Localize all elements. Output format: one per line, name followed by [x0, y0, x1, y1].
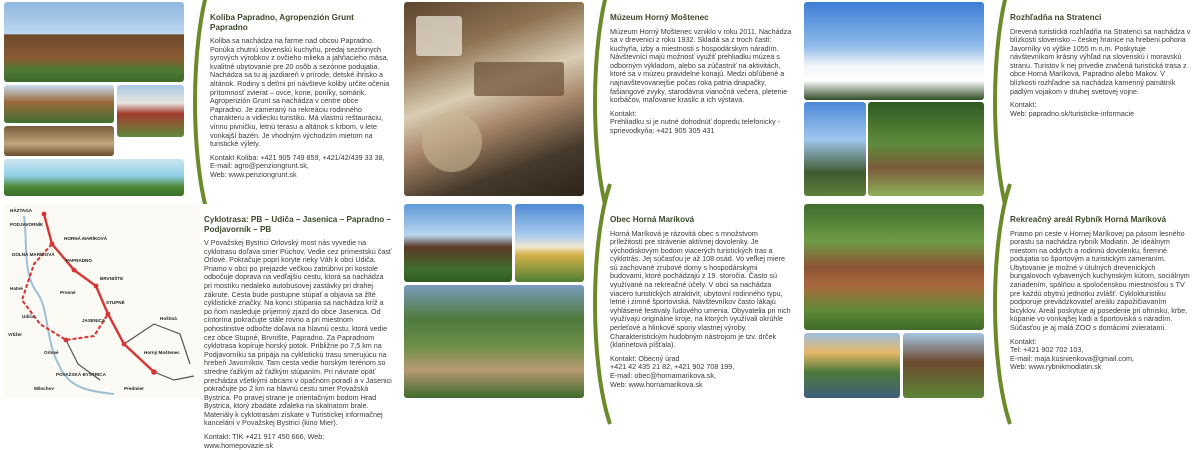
panel-text [610, 10, 792, 194]
photo-collage-obec [404, 204, 604, 398]
photo-collage-rybnik [804, 204, 1004, 398]
panel-title: Múzeum Horný Moštenec [610, 13, 709, 22]
panel-text [210, 10, 392, 194]
map-label: BRVNIŠTE [100, 276, 124, 281]
map-label: Hatné [10, 286, 23, 291]
panel-contact: Kontakt: Prehliadku si je nutné dohodnúť dopredu telefonicky - sprievodkyňa: +421 905 305 431 [610, 108, 781, 136]
panel-text [204, 212, 392, 450]
panel-body: V Považskej Bystrici Orlovský most nás vyvedie na cyklotrasu doľava smer Púchov. Vedie cez prímestskú časť Orlové. Pokračuje popri koryte rieky Váh k obci Udiča. Priamo v obci po prejazde večkou zatrúbnvi pri kostole odbočuje doprava na vedľajšiu cestu, ktorá sa nachádza pri mostíku nedaleko autobusovej zastávky pri drahej zákrute. Cesta bude postupne stúpať a objavia sa žlté cyklistické značky. Na konci stúpania sa nachádza kríž a po ňom nasleduje príjemný zjazd do obce Jasenica. Od cintorína pokračujte stále rovno a pri miestnom pohostinstve odbočte doľava na hlavnú cestu, ktorá vedie cez obce Stupné, Brvnište, Papradno. Za Papradnom cyklotrasa kopíruje horský potok. Približne po 7,5 km na Podjavorníku sa pripája na cyklistickú trasu smerujúcu na hrebeň Javorníkov. Tam cesta vedie horským terénom so strednе ťažkým až ťažkým stúpaním. Pri návrate opäť prechádza všetkými obcami v opačnom poradí a v Jasenici pokračujte po 2 km na hlavnú cestu smer Považská Bystrica. Po pravej strane je orientačným bodom Hrad Bystrica, ktorý zbadáte zďaleka na skalnatom brale. Materiály k cyklotrasám získate v Turistickej informačnej kancelárii v Považskej Bystrici (kino Mier). [204, 238, 392, 428]
panel-title: Obec Horná Maríková [610, 215, 695, 224]
panel-contact: Kontakt: Tel: +421 902 702 103, E-mail: maja.kusnierikova@gmail.com, Web: www.rybnikmodiatin.sk [1010, 336, 1134, 372]
panel-title: Rekreačný areál Rybník Horná Maríková [1010, 215, 1167, 224]
map-label: Prosné [60, 290, 76, 295]
panel-contact: Kontakt Koliba: +421 905 749 859, +421/42/439 33 38, E-mail: agro@penziongrunt.sk, Web: www.penziongrunt.sk [210, 152, 385, 179]
map-label: PODJAVORNÍK [10, 222, 44, 227]
panel-contact: Kontakt: Web: papradno.sk/turisticke-informacie [1010, 100, 1135, 118]
photo-collage-koliba [4, 2, 204, 196]
map-label: Hoštiná [160, 316, 177, 321]
panel-body: Múzeum Horný Moštenec vzniklo v roku 2011. Nachádza sa v drevenici z roku 1932. Skladá sa z troch častí: kuchyňa, izby a miestnosti s hospodárskym náradím. Návštevníci majú možnosť využiť prehliadku múzea s odborným výkladom, alebo sa zúčastniť na aktivitách, ktoré sa v múzeu pravidelne konajú. Medzi obľúbené a najnavštevovanejšie počas roka patria driapačky, fašiangové zvyky, starodávna vianočná večera, pletenie korbáčov, maľovanie kraslíc a ich výstava. [610, 26, 792, 105]
panel-body: Horná Maríková je rázovitá obec s množstvom príležitostí pre strávenie aktívnej dovolenky. Je východiskovým bodom viacerých turistických tras a cyklotrás. Jej súčasťou je až 108 osád. Vo veľkej miere sú zachované zrubové domy s hospodárskymi budovami, ktoré pochádzajú z 19. storočia. Často sú využívané na rekreačné účely. V obci sa nachádza viacero turistických atraktivít, ubytovní rodinného typu, letné i zimné športoviská. Návštevníkov často lákajú vyhlásené festivaly ľudového umenia. Obyvatelia pri nich využívajú originálne kroje, na ktorých využívali okrúhle perleťové a hlinkové spony vlastnej výroby. Charakteristickým hudobným nástrojom je tzv. drček (klarinetová píšťala). [610, 228, 791, 350]
map-label: Predmier [124, 386, 144, 391]
panel-title: Cyklotrasa: PB – Udiča – Jasenica – Papradno – Podjavorník – PB [204, 215, 392, 234]
map-label: HORNÁ MARÍKOVÁ [64, 236, 108, 241]
map-label: Vrtižer [8, 332, 23, 337]
map-label: Milochov [34, 386, 54, 391]
map-label: DOLNÁ MARÍKOVÁ [12, 252, 55, 257]
map-label: Orlové [44, 350, 59, 355]
map-label: POVAŽSKÁ BYSTRICA [56, 372, 106, 377]
panel-body: Drevená turistická rozhľadňa na Stratenci sa nachádza v blízkosti slovensko – českej hranice na hrebeni pohoria Javorníky vo výške 1055 m n.m. Poskytuje návštevníkom krásny výhľad na slovenskú i moravskú stranu. Turistov k nej privedie značená turistická trasa z obce Horná Maríková, Papradno alebo Makov. V blízkosti rozhľadne sa nachádza kamenný pamätník padlým vojakom v druhej svetovej vojne. [1010, 26, 1191, 96]
panel-obec [404, 204, 796, 398]
panel-body: Priamo pri ceste v Hornej Maríkovej pa pásom lesného porastu sa nachádza rybník Modiatin. Je ideálnym miestom na oddych a rodinnú dovolenku, firemné podujatia so športovým a turistickým zameraním. Ubytovanie je možné v útulných drevenických bungalovoch vybavených kuchynským kútom, sociálnym zariadením, spálňou a spoločenskou miestnosťou s TV pre každú obytnú jednotku zvlášť. Cyklokturistiku podporuje prevádzkovateľ areálu zapožičiavaním bicyklov. Areál poskytuje aj posedenie pri ohnisku, krbe, kúpanie vo vonkajšej kadi a športoviská s náradím. Súčasťou je aj malá ZOO s domácimi zvieratami. [1010, 228, 1190, 333]
panel-rybnik [804, 204, 1196, 398]
map-label: Udiča [22, 314, 35, 319]
map-label: HÁZTAGA [10, 208, 33, 213]
panel-title: Rozhľadňa na Stratenci [1010, 13, 1102, 22]
map-label: JASENICA [82, 318, 106, 323]
panel-muzeum [404, 2, 796, 196]
photo-collage-muzeum [404, 2, 604, 196]
panel-title: Koliba Papradno, Agropenzión Grunt Papradno [210, 13, 354, 32]
panel-text [610, 212, 792, 396]
panel-text [1010, 10, 1192, 194]
photo-collage-rozhladna [804, 2, 1004, 196]
panel-cyklotrasa [4, 204, 396, 450]
panel-contact: Kontakt: TIK +421 917 450 666, Web: www.homepovazie.sk [204, 432, 325, 450]
panel-body: Koliba sa nachádza na farme nad obcou Papradno. Ponúka chutnú slovenskú kuchyňu, predaj sezónnych syrových výrobkov z ovčieho mlieka a jahňacieho mäsa, kvalitné ubytovanie pre 20 osôb a sezónne podujatia. Nachádza sa tu aj jazdiareň v prírode, detské ihrisko a altánok. Rodiny s deťmi pri návšteve koliby určite očenia prítomnosť zvierat – ovce, kone, poníky, somárik. Agropenzión Grunt sa nachádza v centre obce Papradno. Je zameraný na rekreáciu rodinného charakteru a vidiecku turistiku. Má vlastnú reštauráciu, vínnu pivničku, letnú terasu a altánok s krbom, v lete vonkajší bazén. Je vhodným východzím mietom na turistické výlety. [210, 36, 390, 149]
panel-contact: Kontakt: Obecný úrad +421 42 435 21 82, +421 902 708 199, E-mail: obec@hornamarikova.sk, Web: www.hornamarikova.sk [610, 353, 735, 389]
map-label: PAPRADNO [66, 258, 92, 263]
panel-rozhladna [804, 2, 1196, 196]
route-map [4, 204, 200, 398]
map-label: STUPNÉ [106, 300, 125, 305]
panel-koliba [4, 2, 396, 196]
map-label: Horný Moštenec [144, 350, 180, 355]
panel-text [1010, 212, 1192, 396]
